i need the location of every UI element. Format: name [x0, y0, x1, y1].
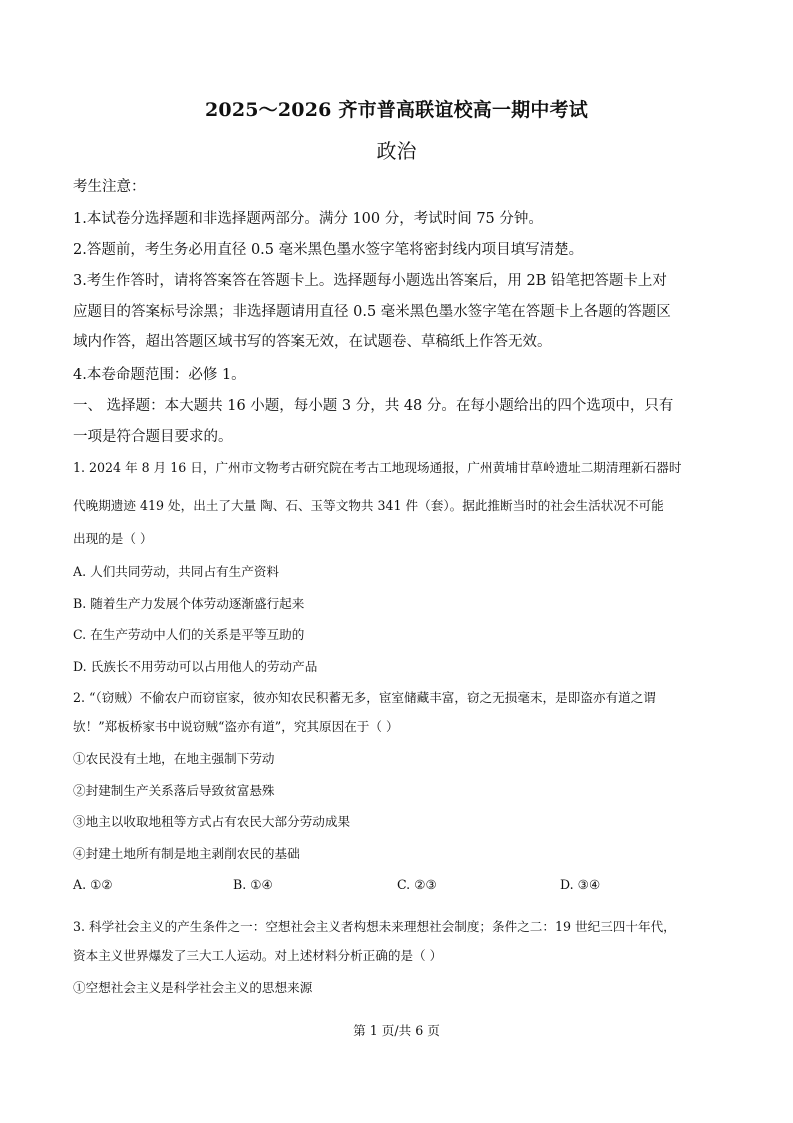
q3-stem-line-2: 资本主义世界爆发了三大工人运动。对上述材料分析正确的是（ ）	[73, 948, 443, 963]
page-number: 第 1 页/共 6 页	[353, 1023, 440, 1038]
q2-item-3: ③地主以收取地租等方式占有农民大部分劳动成果	[73, 814, 351, 829]
q2-item-2: ②封建制生产关系落后导致贫富悬殊	[73, 783, 275, 798]
exam-title: 2025～2026 齐市普高联谊校高一期中考试	[205, 99, 588, 121]
q1-stem-line-1: 1. 2024 年 8 月 16 日，广州市文物考古研究院在考古工地现场通报，广州黄埔甘草岭遗址二期清理新石器时	[73, 460, 682, 475]
q2-option-a: A. ①②	[73, 877, 113, 892]
q2-item-1: ①农民没有土地，在地主强制下劳动	[73, 751, 275, 766]
q3-stem-line-1: 3. 科学社会主义的产生条件之一：空想社会主义者构想未来理想社会制度；条件之二：19 世纪三四十年代，	[73, 919, 676, 934]
q2-item-4: ④封建土地所有制是地主剥削农民的基础	[73, 846, 300, 861]
section-heading-line-2: 一项是符合题目要求的。	[73, 429, 233, 445]
q3-item-1: ①空想社会主义是科学社会主义的思想来源	[73, 980, 313, 995]
q1-option-b: B. 随着生产力发展个体劳动逐渐盛行起来	[73, 596, 305, 611]
q1-stem-line-2: 代晚期遗迹 419 处，出土了大量 陶、石、玉等文物共 341 件（套）。据此推断当时的社会生活状况不可能	[73, 498, 664, 513]
q1-option-a: A. 人们共同劳动，共同占有生产资料	[73, 564, 280, 579]
notice-item-1: 1.本试卷分选择题和非选择题两部分。满分 100 分，考试时间 75 分钟。	[73, 211, 543, 227]
q1-stem-line-3: 出现的是（ ）	[73, 531, 153, 546]
notice-item-3-line-3: 域内作答，超出答题区域书写的答案无效，在试题卷、草稿纸上作答无效。	[73, 334, 552, 350]
notice-item-4: 4.本卷命题范围：必修 1。	[73, 367, 246, 383]
section-heading-line-1: 一、 选择题：本大题共 16 小题，每小题 3 分，共 48 分。在每小题给出的四个选项中，只有	[73, 398, 674, 414]
q2-option-d: D. ③④	[560, 877, 601, 892]
notice-item-2: 2.答题前，考生务必用直径 0.5 毫米黑色墨水签字笔将密封线内项目填写清楚。	[73, 242, 584, 258]
q2-option-b: B. ①④	[233, 877, 273, 892]
notice-item-3-line-1: 3.考生作答时，请将答案答在答题卡上。选择题每小题选出答案后，用 2B 铅笔把答题卡上对	[73, 273, 667, 289]
q1-option-d: D. 氏族长不用劳动可以占用他人的劳动产品	[73, 659, 318, 674]
q2-stem-line-1: 2. “（窃贼）不偷农户而窃宦家，彼亦知农民积蓄无多，宦室储藏丰富，窃之无损毫末，是即盗亦有道之谓	[73, 690, 656, 705]
notice-item-3-line-2: 应题目的答案标号涂黑；非选择题请用直径 0.5 毫米黑色墨水签字笔在答题卡上各题的答题区	[73, 304, 671, 320]
notice-heading: 考生注意：	[73, 179, 146, 195]
q2-option-c: C. ②③	[397, 877, 437, 892]
exam-subject: 政治	[376, 139, 417, 163]
q1-option-c: C. 在生产劳动中人们的关系是平等互助的	[73, 627, 305, 642]
q2-stem-line-2: 欤！”郑板桥家书中说窃贼“盗亦有道”，究其原因在于（ ）	[73, 719, 399, 734]
